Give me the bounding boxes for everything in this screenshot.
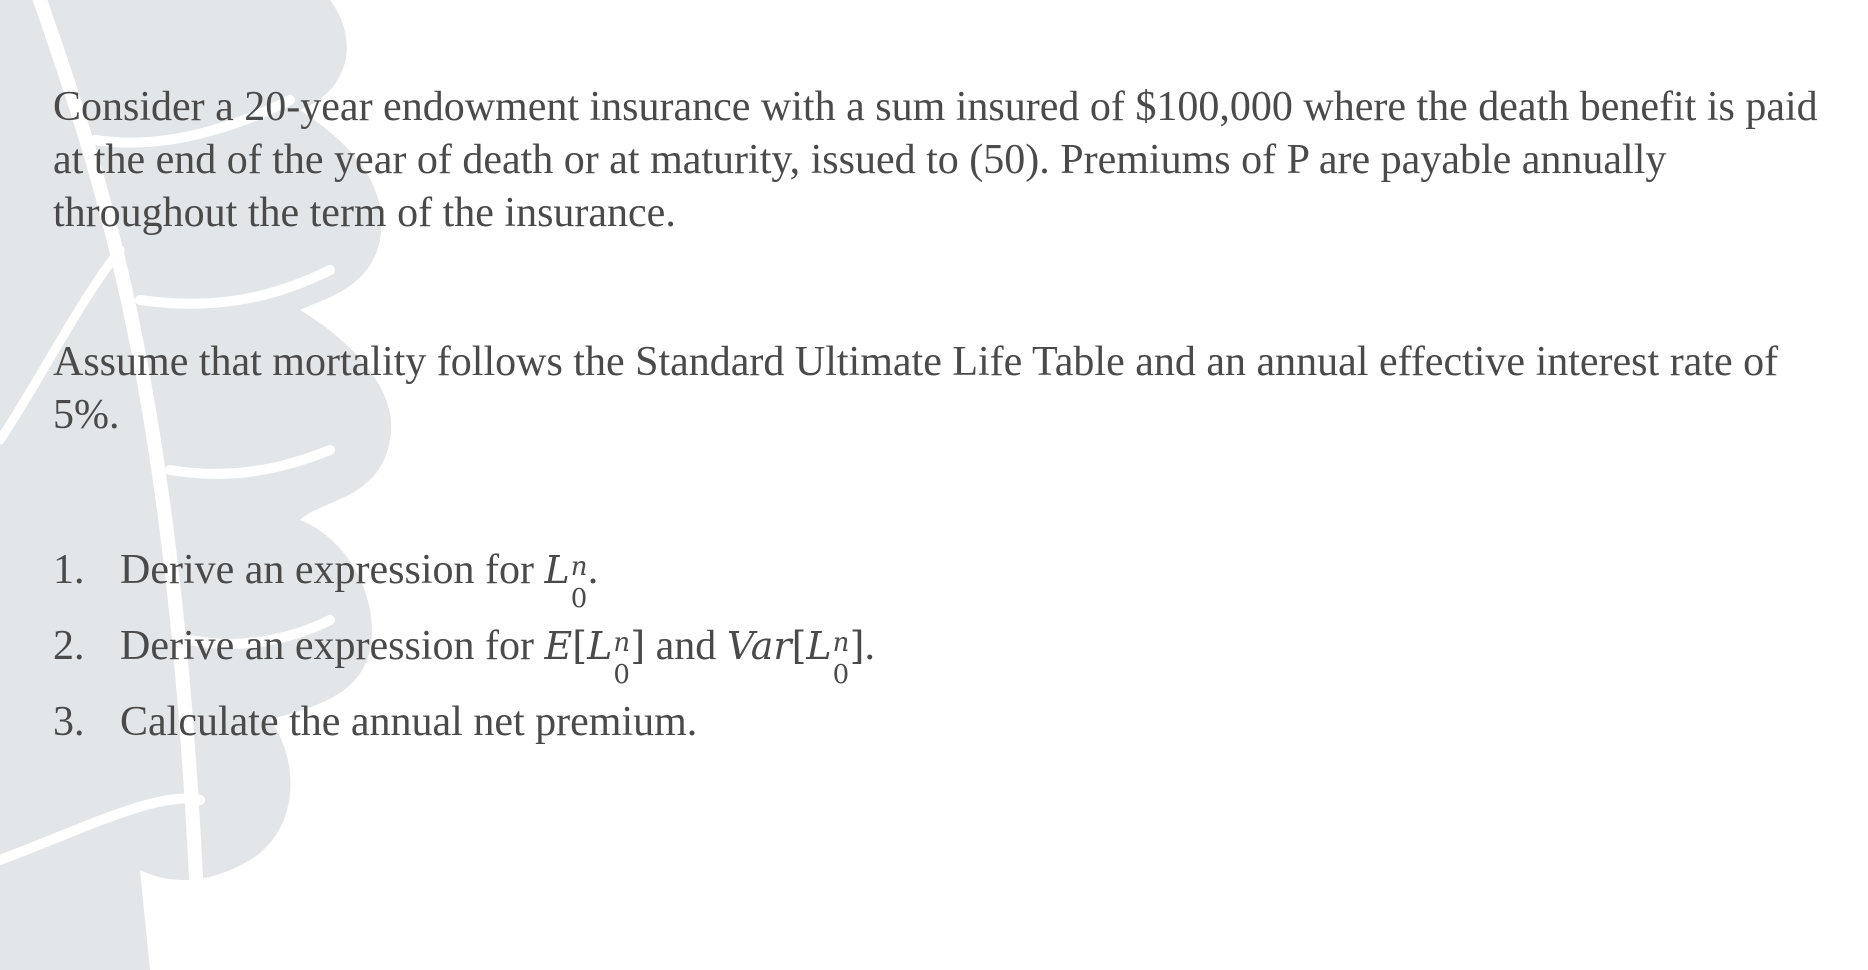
question-text: Derive an expression for L n 0 . (120, 547, 599, 614)
question-text: Calculate the annual net premium. (120, 699, 698, 745)
question-item-1 (53, 532, 875, 614)
assumption-paragraph: Assume that mortality follows the Standard Ultimate Life Table and an annual effective interest rate of 5%. (53, 339, 1779, 438)
expectation-expression: E[L n 0 ] (544, 624, 646, 690)
question-list (53, 532, 875, 760)
question-item-2 (53, 608, 875, 690)
question-text: Derive an expression for E[L n 0 ] and Var[L n 0 ]. (120, 623, 875, 690)
variance-expression: Var[L n 0 ] (726, 624, 865, 690)
intro-paragraph: Consider a 20-year endowment insurance with a sum insured of $100,000 where the death benefit is paid at the end of the year of death or at maturity, issued to (50). Premiums of P are payable annually throughout the term of the insurance. (53, 84, 1818, 236)
question-item-3 (53, 684, 875, 760)
loss-variable: L n 0 (544, 548, 588, 614)
question-number: 3. (53, 699, 85, 745)
question-number: 1. (53, 547, 85, 593)
question-number: 2. (53, 623, 85, 669)
